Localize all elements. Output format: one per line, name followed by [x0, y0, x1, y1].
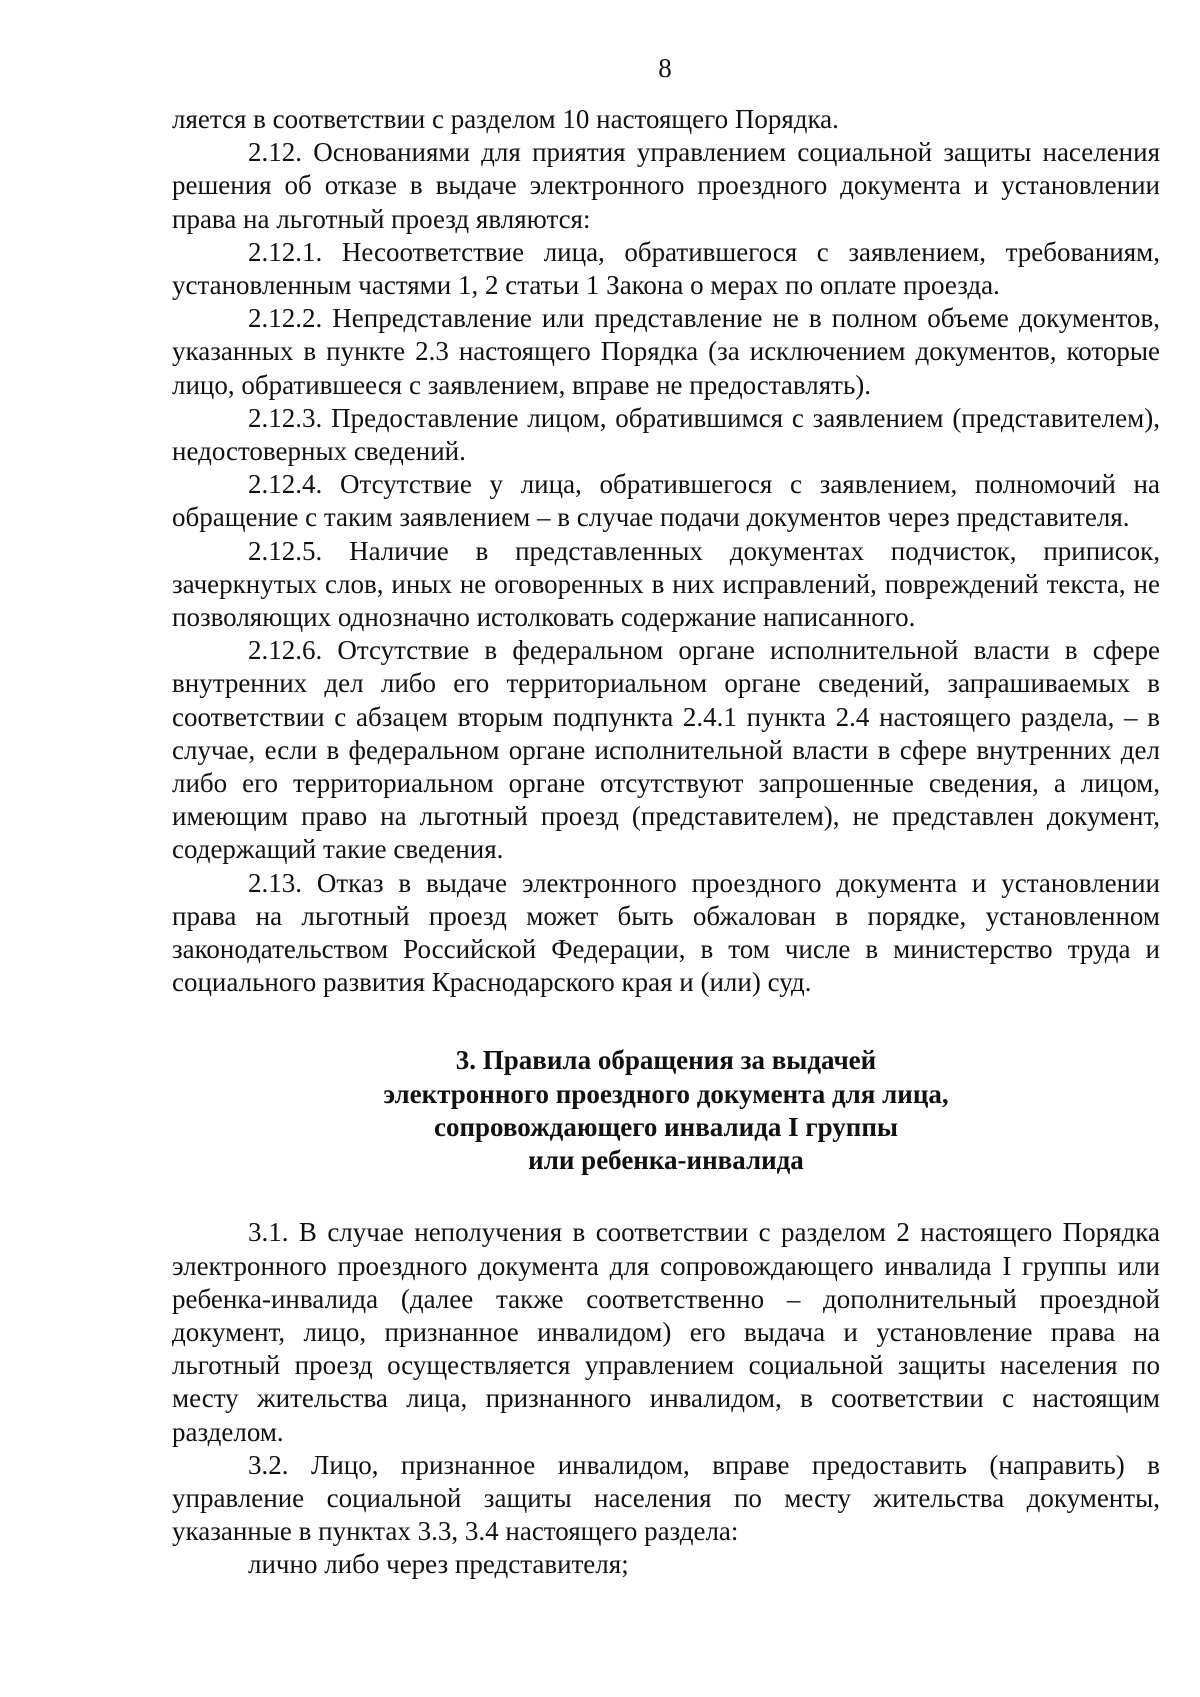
paragraph-2-12-6: 2.12.6. Отсутствие в федеральном органе исполнительной власти в сфере внутренних дел либо его территориальном органе сведений, запрашиваемых в соответствии с абзацем вторым подпункта 2.4.1 пункта 2.4 настоящего раздела, – в случае, если в федеральном органе исполнительной власти в сфере внутренних дел либо его территориальном органе отсутствуют запрошенные сведения, а лицом, имеющим право на льготный проезд (представителем), не представлен документ, содержащий такие сведения. [172, 635, 1160, 865]
section-3-heading-line: сопровождающего инвалида I группы [433, 1111, 898, 1142]
paragraph-2-12: 2.12. Основаниями для приятия управлением социальной защиты населения решения об отказе в выдаче электронного проездного документа и установлении права на льготный проезд являются: [172, 137, 1160, 234]
paragraph-2-12-4: 2.12.4. Отсутствие у лица, обратившегося с заявлением, полномочий на обращение с таким заявлением – в случае подачи документов через представителя. [172, 469, 1160, 533]
paragraph-2-12-3: 2.12.3. Предоставление лицом, обратившимся с заявлением (представителем), недостоверных сведений. [172, 402, 1160, 467]
paragraph-continuation: ляется в соответствии с разделом 10 настоящего Порядка. [172, 104, 839, 134]
document-body [172, 103, 1160, 1582]
page-number: 8 [658, 53, 672, 83]
paragraph-2-13: 2.13. Отказ в выдаче электронного проездного документа и установлении права на льготный проезд может быть обжалован в порядке, установленном законодательством Российской Федерации, в том числе в министерство труда и социального развития Краснодарского края и (или) суд. [172, 867, 1160, 998]
section-3-heading-line: или ребенка-инвалида [528, 1145, 804, 1176]
paragraph-3-2: 3.2. Лицо, признанное инвалидом, вправе предоставить (направить) в управление социальной защиты населения по месту жительства документы, указанные в пунктах 3.3, 3.4 настоящего раздела: [172, 1449, 1160, 1547]
paragraph-2-12-5: 2.12.5. Наличие в представленных документах подчисток, приписок, зачеркнутых слов, иных не оговоренных в них исправлений, повреждений текста, не позволяющих однозначно истолковать содержание написанного. [172, 535, 1160, 633]
section-3-heading-line: 3. Правила обращения за выдачей [455, 1045, 877, 1076]
paragraph-2-12-1: 2.12.1. Несоответствие лица, обратившегося с заявлением, требованиям, установленным частями 1, 2 статьи 1 Закона о мерах по оплате проезда. [172, 236, 1160, 301]
section-3-heading-line: электронного проездного документа для лица, [383, 1078, 949, 1109]
paragraph-3-2-personal: лично либо через представителя; [248, 1549, 629, 1580]
section-3-heading [172, 1044, 1160, 1177]
paragraph-3-1: 3.1. В случае неполучения в соответствии с разделом 2 настоящего Порядка электронного проездного документа для сопровождающего инвалида I группы или ребенка-инвалида (далее также соответственно – дополнительный проездной документ, лицо, признанное инвалидом) его выдача и установление права на льготный проезд осуществляется управлением социальной защиты населения по месту жительства лица, признанного инвалидом, в соответствии с настоящим разделом. [172, 1217, 1160, 1447]
paragraph-2-12-2: 2.12.2. Непредставление или представление не в полном объеме документов, указанных в пункте 2.3 настоящего Порядка (за исключением документов, которые лицо, обратившееся с заявлением, вправе не предоставлять). [172, 303, 1160, 400]
